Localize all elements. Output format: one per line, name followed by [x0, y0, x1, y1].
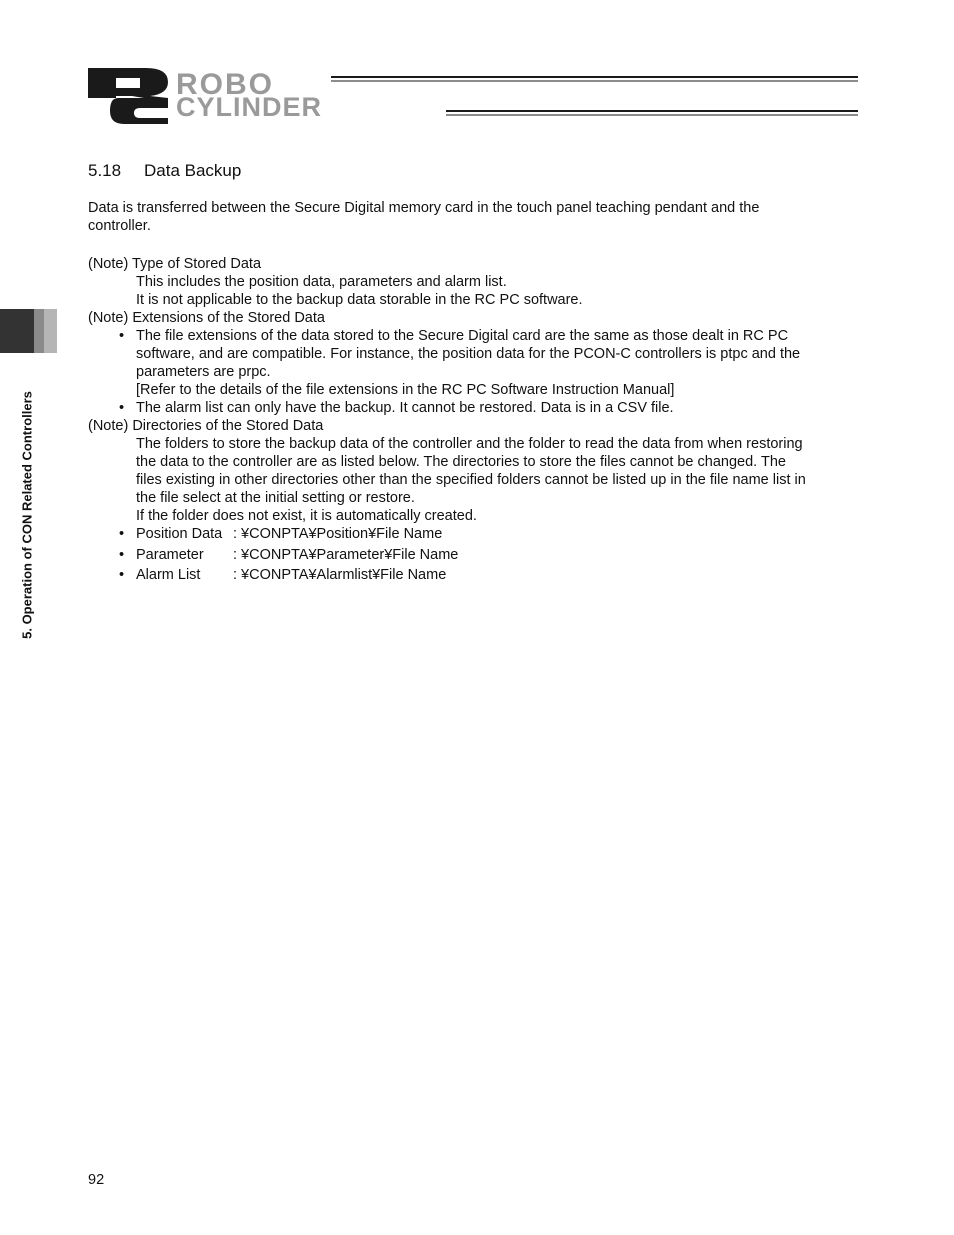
chapter-side-label: 5. Operation of CON Related Controllers	[19, 391, 35, 639]
note-extensions-reference: [Refer to the details of the file extensions in the RC PC Software Instruction Manual]	[136, 382, 675, 398]
robo-cylinder-logo	[88, 66, 860, 126]
note-directories-heading: (Note) Directories of the Stored Data	[88, 418, 324, 434]
directory-row-position	[88, 525, 806, 546]
bullet-dot: •	[119, 546, 125, 563]
directory-row-alarm	[88, 566, 806, 587]
bullet-dot: •	[119, 526, 125, 542]
note-directories-line: The folders to store the backup data of the controller and the folder to read the data from when restoring	[136, 436, 803, 452]
note-type-line: It is not applicable to the backup data storable in the RC PC software.	[136, 292, 583, 308]
section-title-text: Data Backup	[144, 161, 242, 180]
note-extensions-heading: (Note) Extensions of the Stored Data	[88, 310, 325, 326]
note-extensions-line: software, and are compatible. For instance, the position data for the PCON-C controllers is ptpc and the	[136, 346, 801, 362]
note-type-line: This includes the position data, parameters and alarm list.	[136, 274, 507, 290]
directory-label: Position Data	[136, 526, 223, 542]
section-title	[88, 161, 241, 181]
notes-block	[88, 255, 806, 587]
directory-label: Parameter	[136, 546, 204, 563]
bullet-dot: •	[119, 567, 125, 583]
directory-path: : ¥CONPTA¥Position¥File Name	[233, 526, 443, 542]
page-number: 92	[88, 1172, 105, 1188]
note-directories-line: the file select at the initial setting or restore.	[136, 490, 415, 506]
side-tab-mid-block	[34, 309, 44, 353]
logo-word-robo: ROBO	[176, 68, 274, 101]
logo-c-letter	[110, 98, 168, 124]
bullet-text: The file extensions of the data stored to the Secure Digital card are the same as those dealt in RC PC	[136, 328, 789, 344]
note-directories-line: If the folder does not exist, it is automatically created.	[136, 508, 477, 524]
note-directories-line: the data to the controller are as listed below. The directories to store the files cannot be changed. The	[136, 454, 786, 470]
section-number: 5.18	[88, 161, 122, 180]
note-extensions-line: parameters are prpc.	[136, 364, 271, 380]
note-type-heading: (Note) Type of Stored Data	[88, 256, 262, 272]
note-extensions-bullet-2	[88, 399, 806, 417]
bullet-dot: •	[119, 328, 125, 344]
logo-word-cylinder: CYLINDER	[176, 92, 323, 122]
note-extensions-bullet-1	[88, 327, 806, 345]
side-tab-light-block	[44, 309, 57, 353]
intro-line: Data is transferred between the Secure Digital memory card in the touch panel teaching pendant and the	[88, 200, 760, 216]
header-rule-top	[331, 77, 858, 81]
bullet-dot: •	[119, 400, 125, 416]
header-rule-bottom	[446, 111, 858, 115]
directory-path: : ¥CONPTA¥Alarmlist¥File Name	[233, 567, 447, 583]
directory-path: : ¥CONPTA¥Parameter¥File Name	[233, 546, 459, 563]
chapter-side-tab	[0, 309, 57, 353]
side-tab-dark-block	[0, 309, 34, 353]
directory-row-parameter	[88, 546, 806, 567]
logo-r-letter	[88, 68, 168, 98]
directory-label: Alarm List	[136, 567, 201, 583]
intro-line: controller.	[88, 218, 151, 234]
intro-paragraph	[88, 199, 759, 235]
bullet-text: The alarm list can only have the backup. It cannot be restored. Data is in a CSV file.	[136, 400, 674, 416]
note-directories-line: files existing in other directories other than the specified folders cannot be listed up in the file name list in	[136, 472, 806, 488]
